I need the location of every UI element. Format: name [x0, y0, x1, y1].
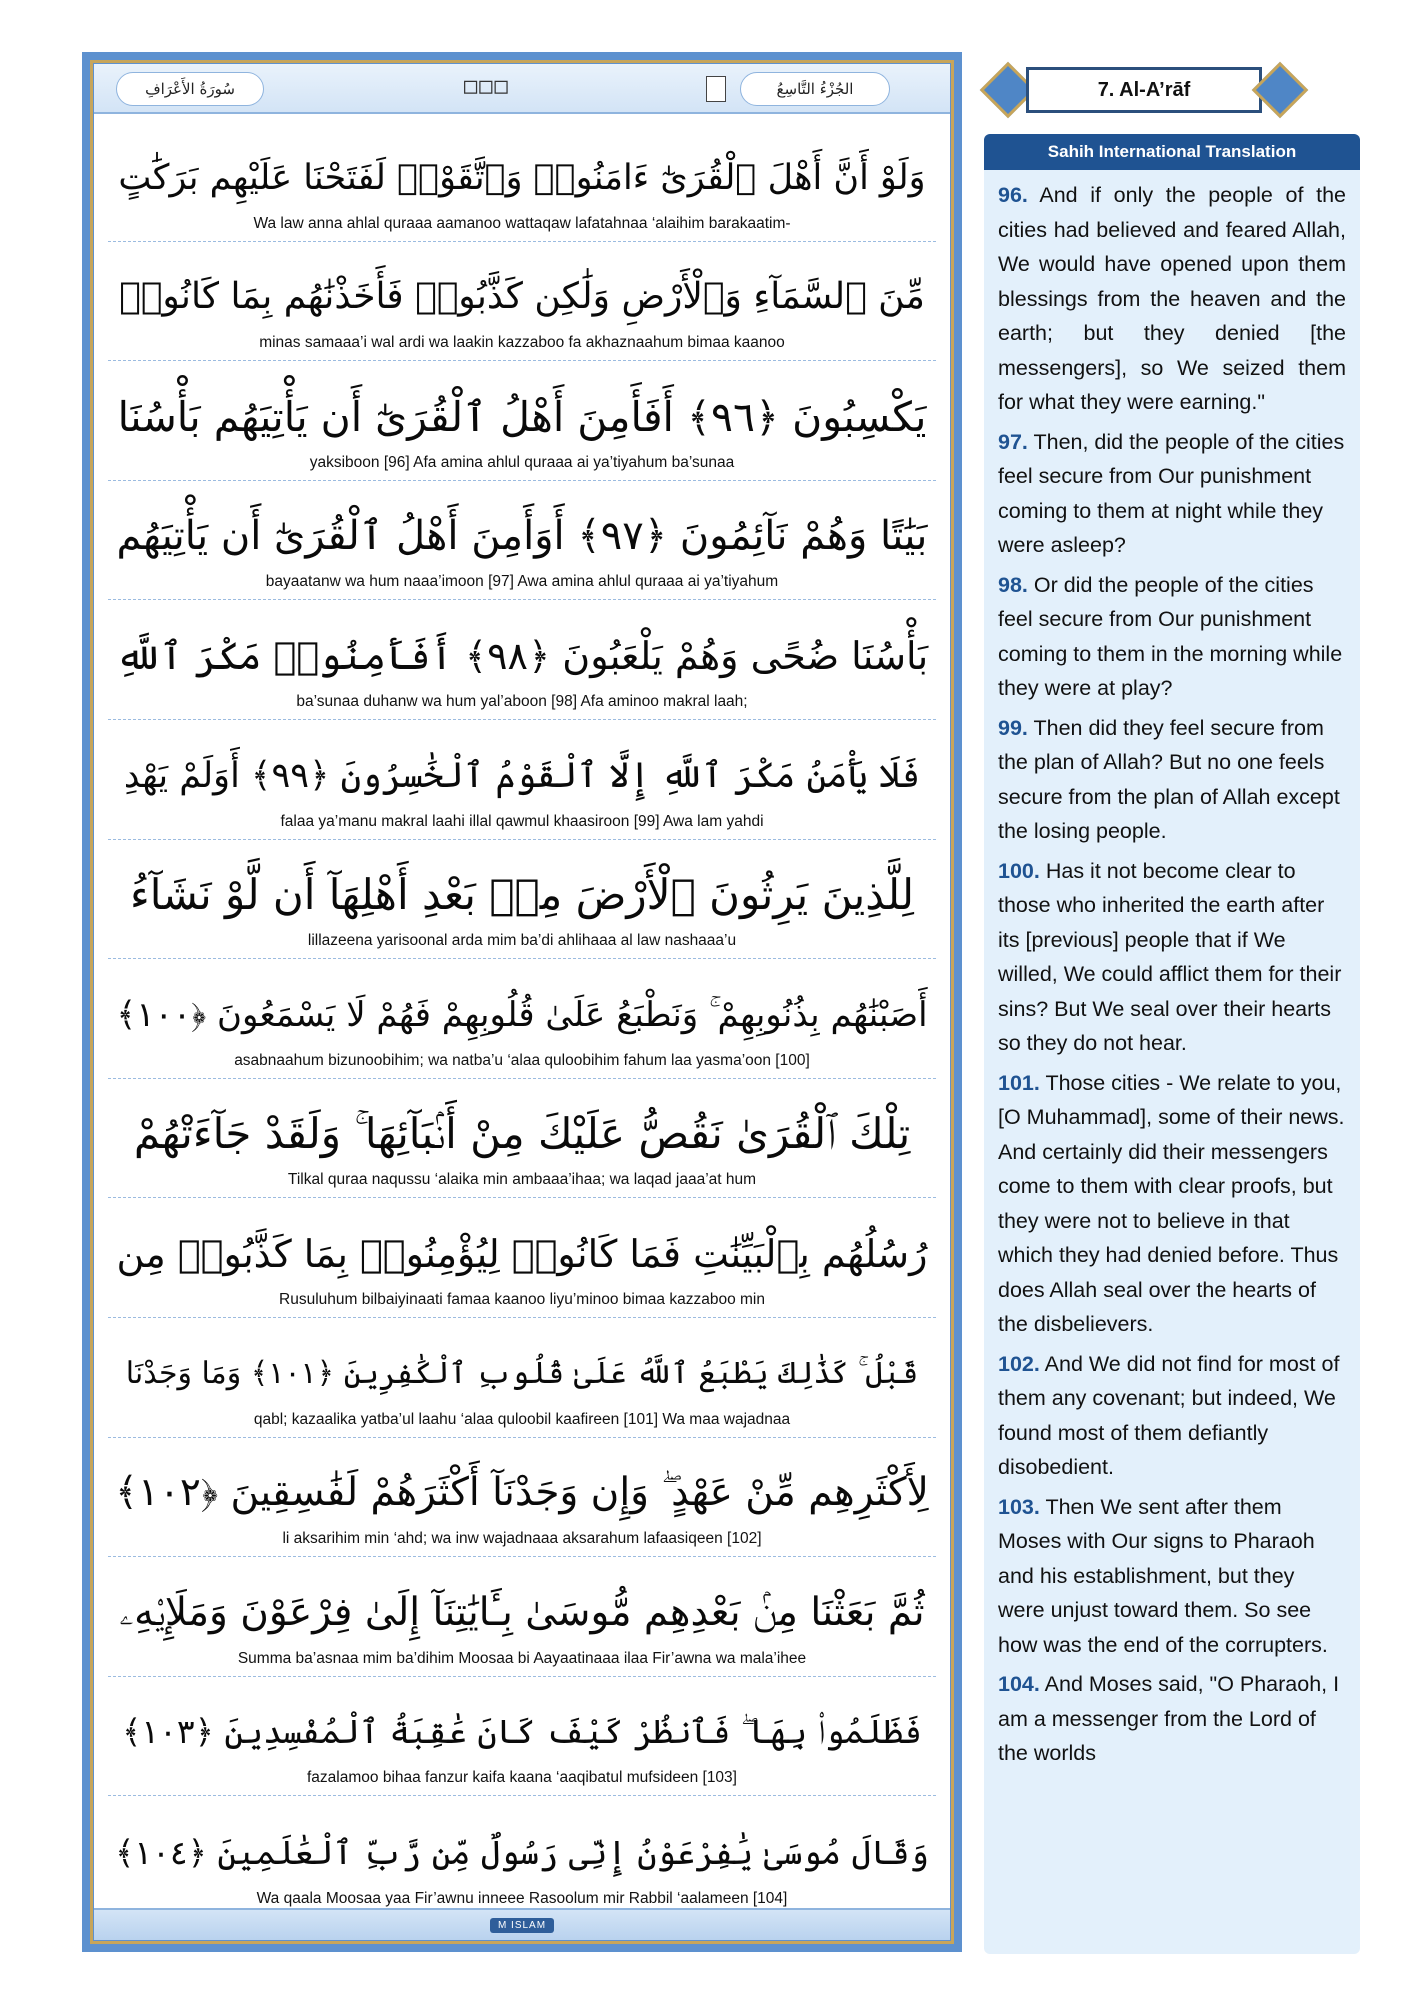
mushaf-line: [108, 1677, 936, 1797]
translation-verse: [998, 425, 1346, 563]
arabic-text: قَبْلُ ۚ كَذَٰلِكَ يَطْبَعُ ٱللَّهُ عَلَىٰ قُلُوبِ ٱلْكَٰفِرِينَ ﴿١٠١﴾ وَمَا وَجَدْنَا: [125, 1355, 919, 1391]
mushaf-line: [108, 720, 936, 840]
mushaf-line: [108, 959, 936, 1079]
verse-number: 103.: [998, 1494, 1040, 1519]
transliteration-text: ba’sunaa duhanw wa hum yal’aboon [98] Afa aminoo makral laah;: [296, 692, 748, 710]
transliteration-text: Rusuluhum bilbaiyinaati famaa kaanoo liyu’minoo bimaa kazzaboo min: [279, 1290, 765, 1308]
translation-verse: [998, 568, 1346, 706]
mushaf-line: [108, 361, 936, 481]
verse-text: Then We sent after them Moses with Our signs to Pharaoh and his establishment, but they were unjust toward them. So see how was the end of the corrupters.: [998, 1494, 1328, 1657]
mushaf-line: [108, 481, 936, 601]
transliteration-text: falaa ya’manu makral laahi illal qawmul khaasiroon [99] Awa lam yahdi: [280, 812, 764, 830]
arabic-text: يَكْسِبُونَ ﴿٩٦﴾ أَفَأَمِنَ أَهْلُ ٱلْقُرَىٰٓ أَن يَأْتِيَهُم بَأْسُنَا: [117, 392, 927, 441]
verse-number: 96.: [998, 183, 1028, 207]
arabic-text: تِلْكَ ٱلْقُرَىٰ نَقُصُّ عَلَيْكَ مِنْ أَنۢبَآئِهَا ۚ وَلَقَدْ جَآءَتْهُمْ: [133, 1109, 911, 1159]
surah-title: 7. Al-A’rāf: [1026, 67, 1262, 113]
arabic-text: لِلَّذِينَ يَرِثُونَ ٱلْأَرْضَ مِنۢ بَعْدِ أَهْلِهَآ أَن لَّوْ نَشَآءُ: [129, 870, 914, 920]
mushaf-header: [94, 64, 950, 114]
mushaf-line: [108, 1796, 936, 1916]
verse-number: 99.: [998, 715, 1028, 740]
mushaf-line: [108, 840, 936, 960]
bookmark-icon[interactable]: [706, 76, 726, 102]
verse-text: Or did the people of the cities feel secure from Our punishment coming to them in the morning while they were at play?: [998, 572, 1343, 700]
arabic-text: أَصَبْنَٰهُم بِذُنُوبِهِمْ ۚ وَنَطْبَعُ عَلَىٰ قُلُوبِهِمْ فَهُمْ لَا يَسْمَعُونَ ﴿١٠٠﴾: [116, 994, 928, 1035]
mushaf-line: [108, 1438, 936, 1558]
verse-text: Has it not become clear to those who inherited the earth after its [previous] people that if We willed, We could afflict them for their sins? But We seal over their hearts so they do not hear.: [998, 858, 1342, 1055]
transliteration-text: yaksiboon [96] Afa amina ahlul quraaa ai ya’tiyahum ba’sunaa: [309, 453, 735, 471]
arabic-text: مِّنَ ٱلسَّمَآءِ وَٱلْأَرْضِ وَلَٰكِن كَذَّبُوا۟ فَأَخَذْنَٰهُم بِمَا كَانُوا۟: [119, 276, 925, 318]
translation-verse: [998, 854, 1346, 1061]
arabic-text: فَلَا يَأْمَنُ مَكْرَ ٱللَّهِ إِلَّا ٱلْقَوْمُ ٱلْخَٰسِرُونَ ﴿٩٩﴾ أَوَلَمْ يَهْدِ: [123, 755, 921, 796]
verse-lines: [108, 122, 936, 1907]
verse-text: And We did not find for most of them any covenant; but indeed, We found most of them defiantly disobedient.: [998, 1351, 1340, 1479]
mushaf-line: [108, 1318, 936, 1438]
arabic-text: فَظَلَمُوا۟ بِهَا ۖ فَٱنظُرْ كَيْفَ كَانَ عَٰقِبَةُ ٱلْمُفْسِدِينَ ﴿١٠٣﴾: [122, 1712, 922, 1752]
transliteration-text: lillazeena yarisoonal arda mim ba’di ahlihaaa al law nashaaa’u: [307, 932, 737, 950]
verse-text: Those cities - We relate to you, [O Muhammad], some of their news. And certainly did their messengers come to them with clear proofs, but they were not to believe in that which they had denied before. Thus does Allah seal over the hearts of the disbelievers.: [998, 1070, 1345, 1336]
transliteration-text: asabnaahum bizunoobihim; wa natba’u ‘alaa quloobihim fahum laa yasma’oon [100]: [234, 1051, 810, 1069]
verse-number: 101.: [998, 1070, 1040, 1095]
verse-text: And if only the people of the cities had believed and feared Allah, We would have opened upon them blessings from the heaven and the earth; but they denied [the messengers], so We seized them for what they were earning.": [998, 183, 1346, 414]
verse-number: 100.: [998, 858, 1040, 883]
arabic-text: بَأْسُنَا ضُحًى وَهُمْ يَلْعَبُونَ ﴿٩٨﴾ أَفَأَمِنُوا۟ مَكْرَ ٱللَّهِ: [115, 633, 929, 678]
arabic-text: لِأَكْثَرِهِم مِّنْ عَهْدٍ ۖ وَإِن وَجَدْنَآ أَكْثَرَهُمْ لَفَٰسِقِينَ ﴿١٠٢﴾: [115, 1470, 929, 1516]
surah-name-label: سُورَةُ الأَعْرَافِ: [116, 72, 264, 106]
arabic-text: ثُمَّ بَعَثْنَا مِنۢ بَعْدِهِم مُّوسَىٰ بِـَٔايَٰتِنَآ إِلَىٰ فِرْعَوْنَ وَمَلَإِي۟هِۦ: [119, 1589, 925, 1635]
transliteration-text: minas samaaa’i wal ardi wa laakin kazzaboo fa akhaznaahum bimaa kaanoo: [259, 334, 785, 352]
translation-verse: [998, 1347, 1346, 1485]
arabic-text: بَيَٰتًا وَهُمْ نَآئِمُونَ ﴿٩٧﴾ أَوَأَمِنَ أَهْلُ ٱلْقُرَىٰٓ أَن يَأْتِيَهُم: [116, 513, 928, 560]
mushaf-line: [108, 1198, 936, 1318]
translation-panel: [984, 134, 1360, 1954]
mushaf-line: [108, 1079, 936, 1199]
verse-text: Then did they feel secure from the plan of Allah? But no one feels secure from the plan of Allah except the losing people.: [998, 715, 1340, 843]
transliteration-text: Tilkal quraa naqussu ‘alaika min ambaaa’ihaa; wa laqad jaaa’at hum: [287, 1171, 757, 1189]
mushaf-line: [108, 122, 936, 242]
brand-logo: M ISLAM: [490, 1918, 554, 1933]
mushaf-line: [108, 600, 936, 720]
transliteration-text: qabl; kazaalika yatba’ul laahu ‘alaa quloobil kaafireen [101] Wa maa wajadnaa: [253, 1410, 791, 1428]
mushaf-line: [108, 1557, 936, 1677]
arabic-text: وَقَالَ مُوسَىٰ يَٰفِرْعَوْنُ إِنِّى رَسُولٌ مِّن رَّبِّ ٱلْعَٰلَمِينَ ﴿١٠٤﴾: [115, 1832, 929, 1872]
translation-verse: [998, 1490, 1346, 1663]
transliteration-text: Wa law anna ahlal quraaa aamanoo wattaqaw lafatahnaa ‘alaihim barakaatim-: [253, 214, 791, 232]
verse-number: 102.: [998, 1351, 1040, 1376]
transliteration-text: fazalamoo bihaa fanzur kaifa kaana ‘aaqibatul mufsideen [103]: [307, 1769, 737, 1787]
juz-name-label: الجُزْءُ التَّاسِعُ: [740, 72, 890, 106]
verse-number: 104.: [998, 1672, 1040, 1696]
transliteration-text: bayaatanw wa hum naaa’imoon [97] Awa amina ahlul quraaa ai ya’tiyahum: [265, 573, 779, 591]
verse-number: 97.: [998, 429, 1028, 454]
transliteration-text: Summa ba’asnaa mim ba’dihim Moosaa bi Aayaatinaaa ilaa Fir’awna wa mala’ihee: [237, 1649, 807, 1667]
translation-header: Sahih International Translation: [984, 134, 1360, 170]
arabic-text: رُسُلُهُم بِٱلْبَيِّنَٰتِ فَمَا كَانُوا۟ لِيُؤْمِنُوا۟ بِمَا كَذَّبُوا۟ مِن: [116, 1231, 928, 1276]
verse-text: And Moses said, "O Pharaoh, I am a messenger from the Lord of the worlds: [998, 1672, 1340, 1765]
surah-title-banner: [984, 62, 1304, 118]
transliteration-text: li aksarihim min ‘ahd; wa inw wajadnaaa aksarahum lafaasiqeen [102]: [282, 1530, 762, 1548]
verse-number: 98.: [998, 572, 1028, 597]
verse-text: Then, did the people of the cities feel secure from Our punishment coming to them at night while they were asleep?: [998, 429, 1345, 557]
page-number: □□□: [464, 74, 510, 99]
mushaf-footer: [94, 1908, 950, 1940]
translation-verse: [998, 1667, 1346, 1771]
transliteration-text: Wa qaala Moosaa yaa Fir’awnu inneee Rasoolum mir Rabbil ‘aalameen [104]: [256, 1889, 788, 1907]
translation-verse: [998, 711, 1346, 849]
mushaf-page: [82, 52, 962, 1952]
arabic-text: وَلَوْ أَنَّ أَهْلَ ٱلْقُرَىٰٓ ءَامَنُوا۟ وَٱتَّقَوْا۟ لَفَتَحْنَا عَلَيْهِم بَرَكَٰتٍ: [118, 157, 926, 198]
translation-verse: [998, 178, 1346, 420]
mushaf-line: [108, 242, 936, 362]
translation-verses: [984, 170, 1360, 1771]
translation-verse: [998, 1066, 1346, 1342]
